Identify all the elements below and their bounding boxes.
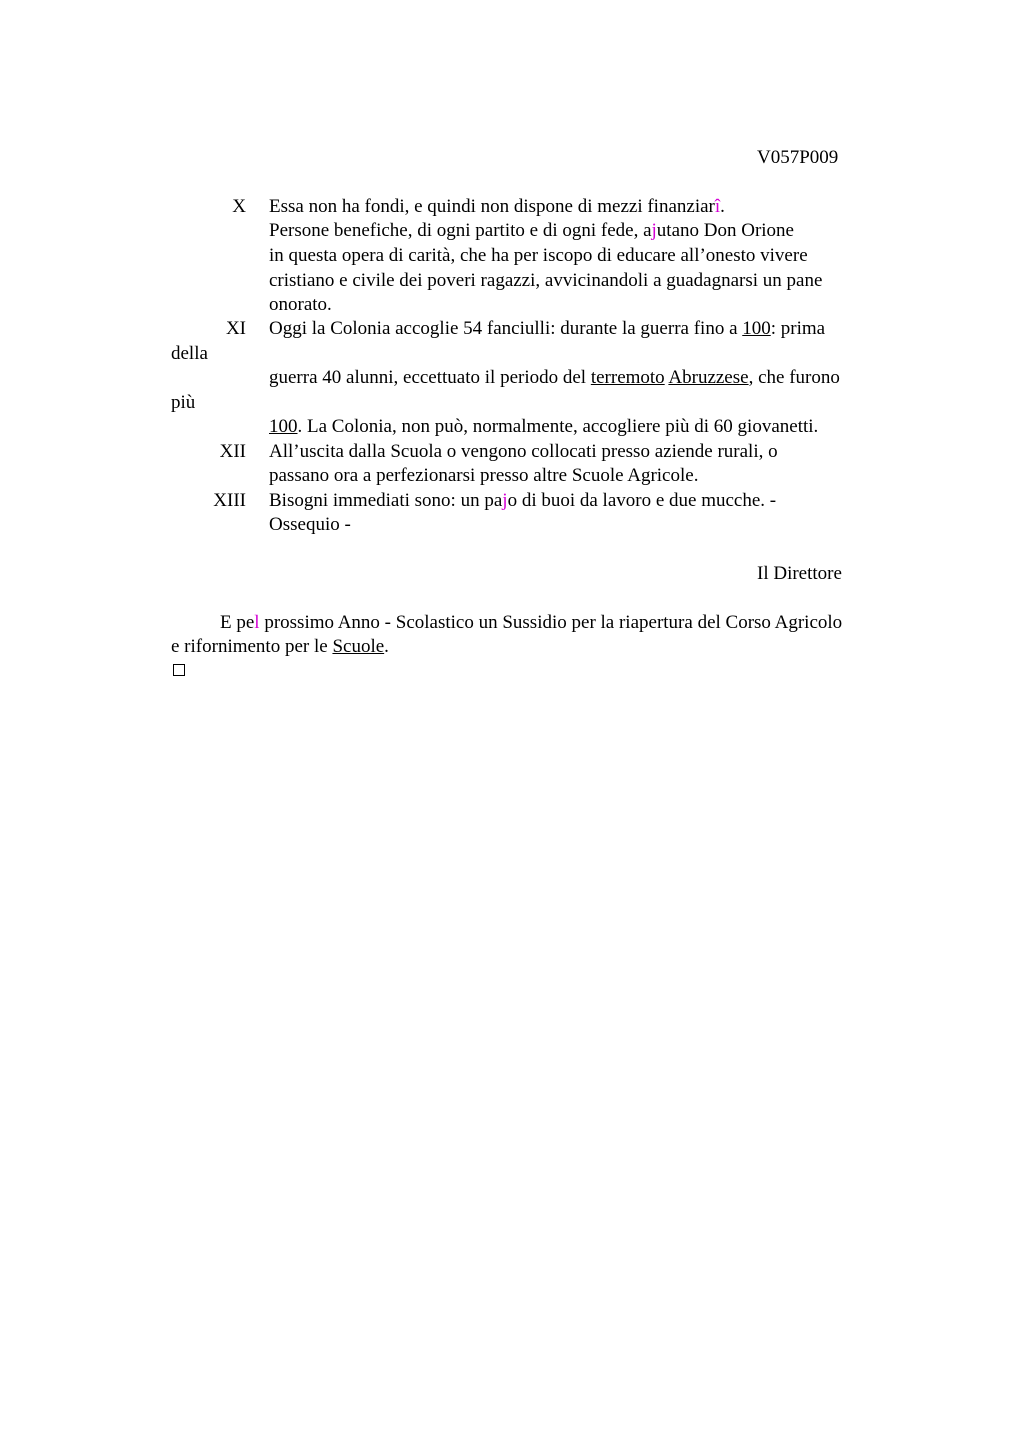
text-segment: Persone benefiche, di ogni partito e di ogni fede, a (269, 220, 652, 241)
item-xi-wrap-1: della (171, 343, 208, 364)
text-segment: guerra 40 alunni, eccettuato il periodo del (269, 367, 591, 388)
item-xi-line-2 (269, 366, 840, 390)
text-segment: Essa non ha fondi, e quindi non dispone di mezzi finanziar (269, 196, 715, 217)
underlined-text: Scuole (332, 636, 385, 657)
text-segment: . La Colonia, non può, normalmente, accogliere più di 60 giovanetti. (297, 416, 819, 437)
underlined-text: 100 (742, 318, 771, 339)
item-x-line-2 (269, 219, 794, 243)
text-segment: E pe (220, 612, 255, 633)
text-segment: , che furono (748, 367, 840, 388)
underlined-text: Abruzzese (668, 367, 749, 388)
text-segment: . (720, 196, 725, 217)
highlighted-mark: j (651, 220, 657, 241)
empty-checkbox-square (173, 664, 185, 676)
item-xi-wrap-2: più (171, 392, 196, 413)
signature: Il Direttore (757, 563, 842, 584)
highlighted-mark: l (254, 612, 260, 633)
item-numeral: XIII (213, 490, 246, 511)
item-xiii-line-1 (269, 489, 776, 513)
item-x-line-5: onorato. (269, 294, 332, 315)
text-segment: Oggi la Colonia accoglie 54 fanciulli: durante la guerra fino a (269, 318, 743, 339)
document-reference-code: V057P009 (757, 147, 839, 168)
item-xi-line-3 (269, 415, 818, 439)
text-segment: e rifornimento per le (171, 636, 333, 657)
postscript-line-1 (220, 611, 842, 635)
item-xiii-line-2: Ossequio - (269, 514, 351, 535)
text-segment: . (384, 636, 389, 657)
highlighted-mark: j (502, 490, 508, 511)
postscript-line-2 (171, 635, 389, 659)
item-xi-line-1 (269, 317, 825, 341)
item-xii-line-2: passano ora a perfezionarsi presso altre Scuole Agricole. (269, 465, 699, 486)
item-xii-line-1: All’uscita dalla Scuola o vengono collocati presso aziende rurali, o (269, 441, 778, 462)
item-numeral: XI (225, 318, 246, 339)
text-segment: : prima (770, 318, 826, 339)
underlined-text: terremoto (590, 367, 665, 388)
highlighted-mark: î (714, 196, 721, 217)
item-x-line-1 (269, 195, 725, 219)
text-segment: utano Don Orione (656, 220, 794, 241)
text-segment: o di buoi da lavoro e due mucche. - (507, 490, 777, 511)
underlined-text: 100 (269, 416, 298, 437)
text-segment: Bisogni immediati sono: un pa (269, 490, 503, 511)
item-numeral: X (232, 196, 246, 217)
text-segment: prossimo Anno - Scolastico un Sussidio per la riapertura del Corso Agricolo (259, 612, 843, 633)
item-x-line-3: in questa opera di carità, che ha per iscopo di educare all’onesto vivere (269, 245, 808, 266)
item-numeral: XII (219, 441, 246, 462)
item-x-line-4: cristiano e civile dei poveri ragazzi, avvicinandoli a guadagnarsi un pane (269, 270, 823, 291)
